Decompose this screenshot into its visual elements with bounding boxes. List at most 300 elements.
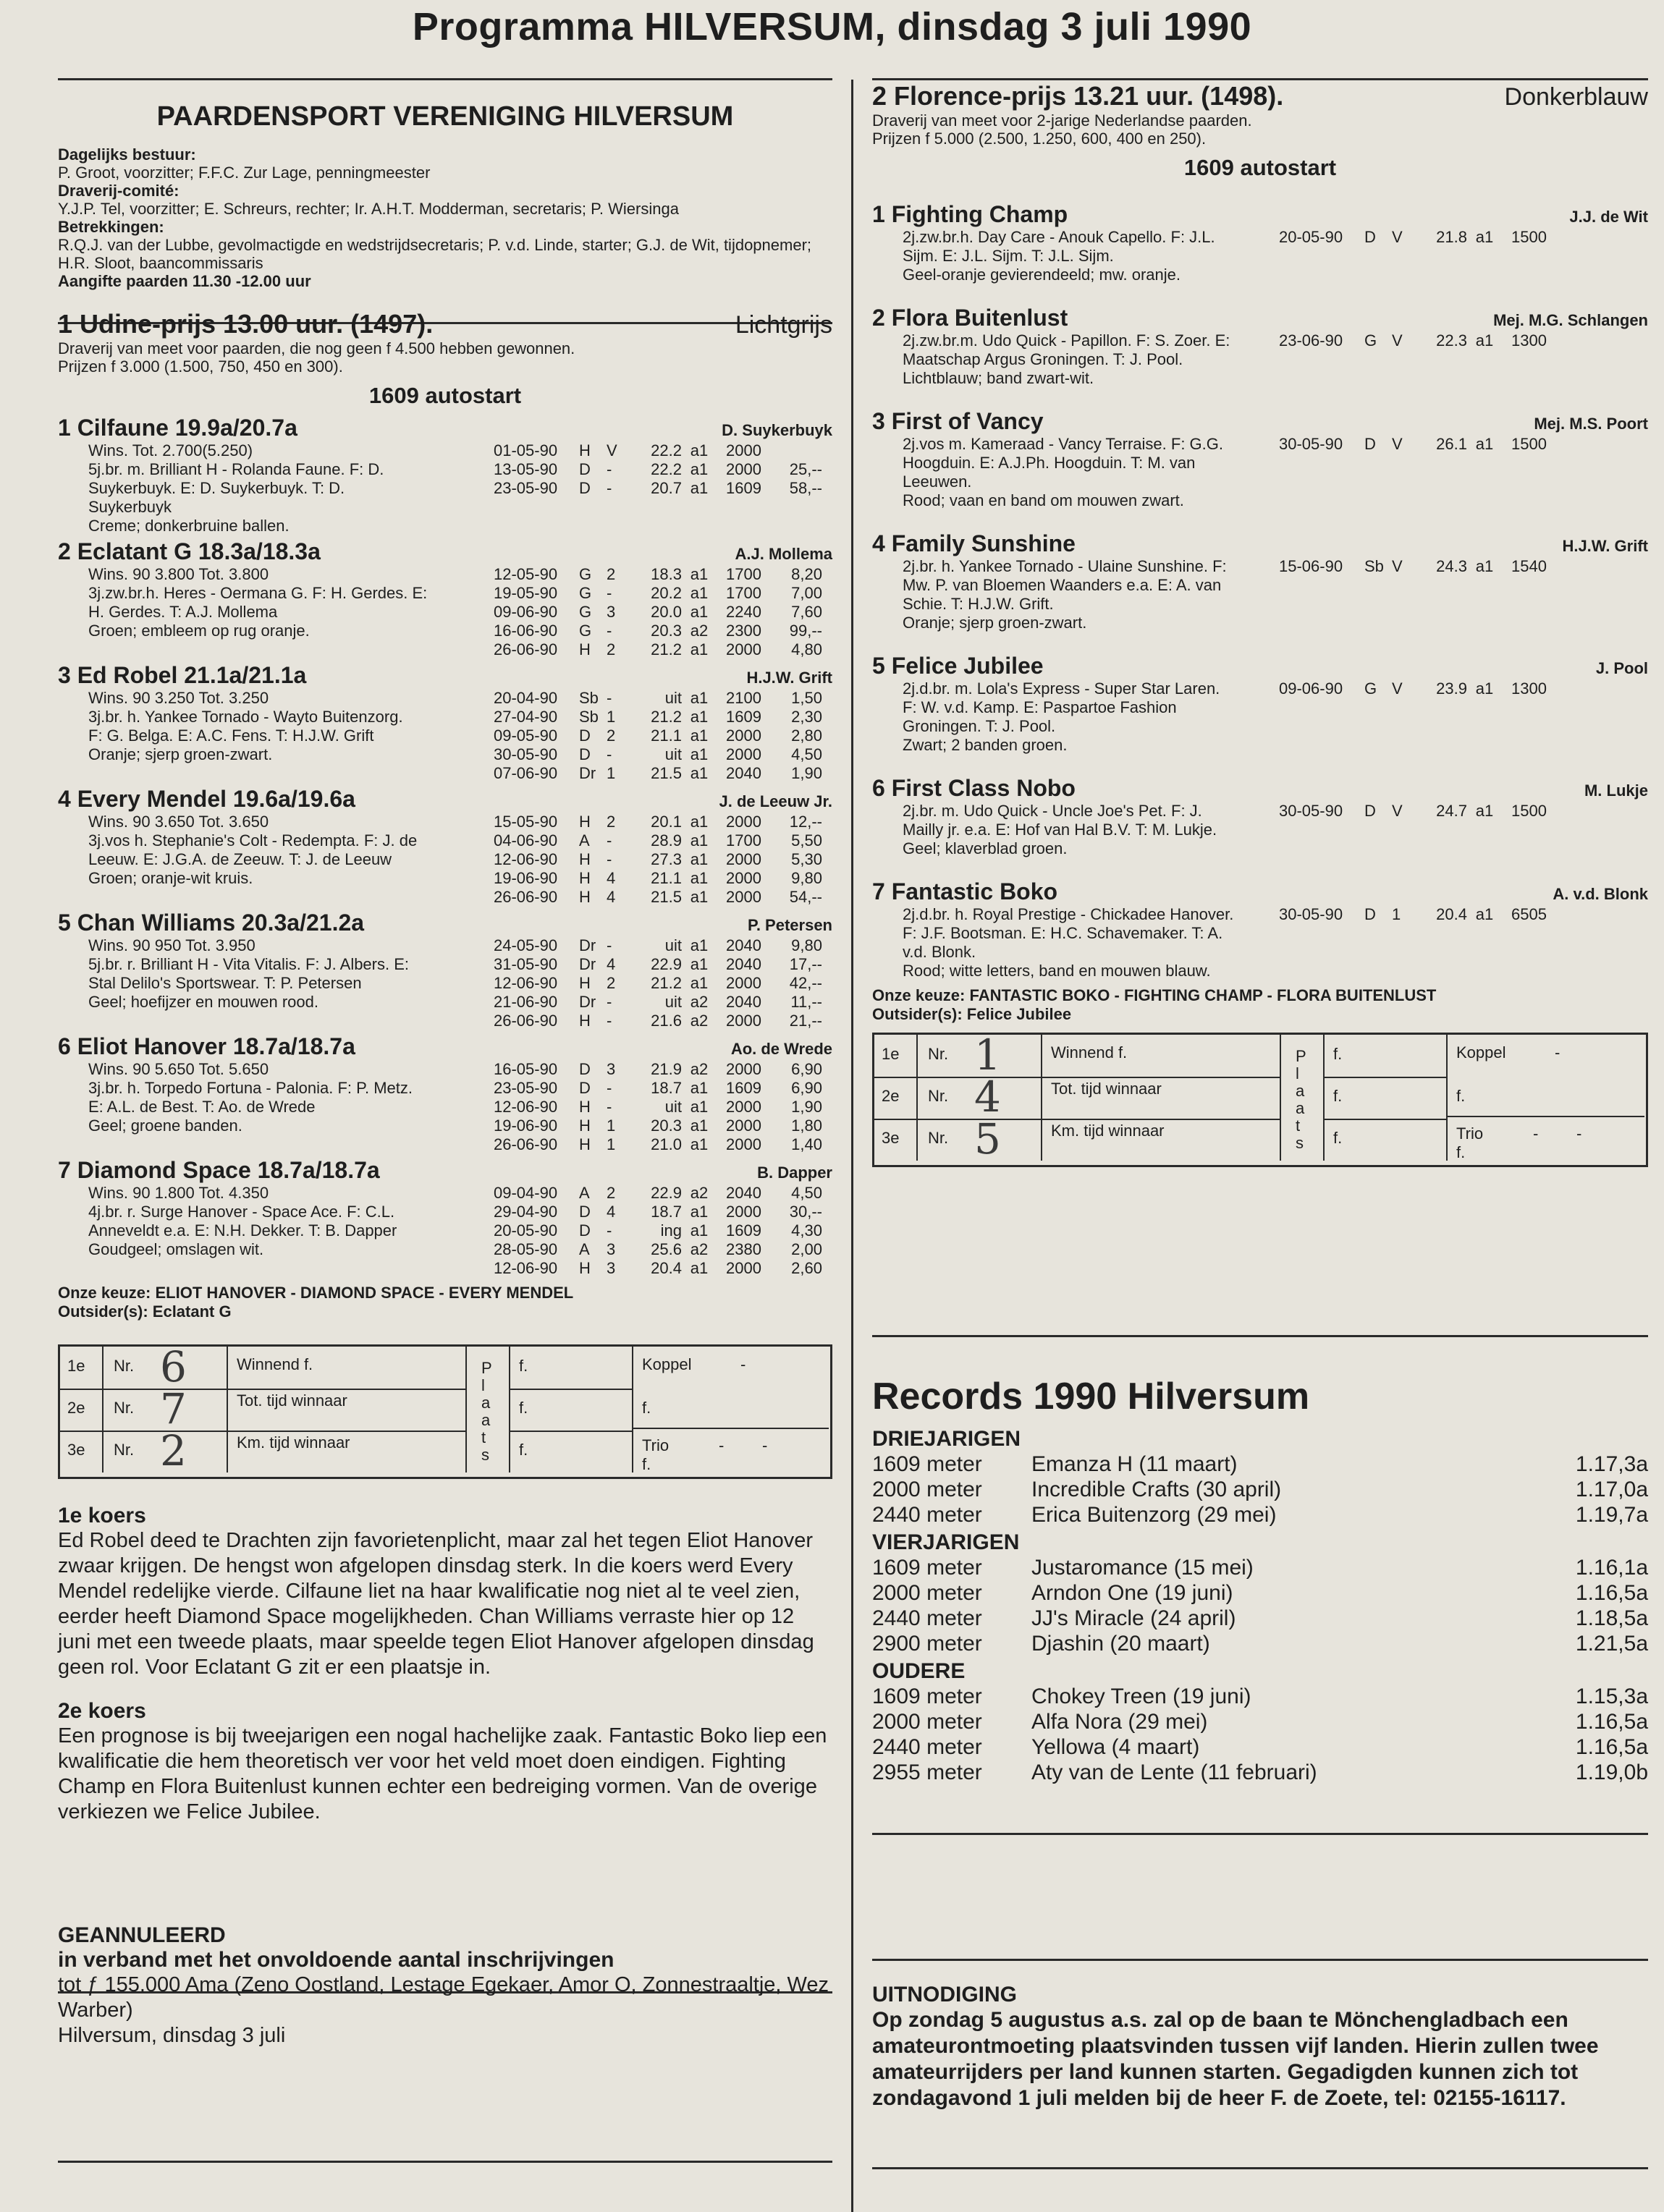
performance-cell: G: [1364, 679, 1377, 698]
performance-cell: 24.7: [1436, 802, 1467, 820]
performance-cell: 20.2: [651, 584, 682, 602]
horse-info: [58, 1060, 494, 1154]
performance-cell: 1: [1392, 905, 1401, 923]
performance-cell: 99,--: [789, 622, 822, 640]
performance-row: [494, 888, 832, 907]
records-group-title: VIERJARIGEN: [872, 1530, 1020, 1554]
result-field-label: Tot. tijd winnaar: [237, 1391, 347, 1410]
performance-cell: -: [607, 1079, 612, 1097]
performance-cell: 09-06-90: [494, 603, 558, 621]
horse-performances: [494, 441, 832, 535]
horse-name: 1 Fighting Champ: [872, 201, 1068, 227]
race1-header: [58, 309, 832, 339]
org-info: [58, 145, 832, 290]
performance-cell: -: [607, 831, 612, 849]
performance-cell: 1500: [1511, 228, 1547, 246]
nr-label: Nr.: [928, 1087, 949, 1105]
grid-hline: [1448, 1116, 1644, 1117]
performance-row: [494, 584, 832, 603]
performance-cell: 12-06-90: [494, 850, 558, 868]
horse-info-line: 3j.vos h. Stephanie's Colt - Redempta. F: J. de: [88, 831, 418, 849]
performance-cell: 1: [607, 1116, 616, 1135]
performance-row: [494, 993, 832, 1012]
performance-cell: 18.7: [651, 1203, 682, 1221]
performance-cell: 1500: [1511, 435, 1547, 453]
performance-cell: -: [607, 936, 612, 954]
performance-cell: a1: [690, 955, 709, 973]
record-time: 1.16,5a: [1575, 1581, 1648, 1605]
koers2-text: Een prognose is bij tweejarigen een nogal hachelijke zaak. Fantastic Boko liep een kwalificatie die hem theoretisch ver voor het veld moet doen eindigen. Fighting Champ en Flora Buitenlust kunnen echter een bedreiging vormen. Van de overige verkiezen we Felice Jubilee.: [58, 1724, 827, 1823]
performance-row: [494, 745, 832, 764]
right-rule-4: [872, 2167, 1648, 2169]
performance-cell: V: [1392, 679, 1403, 698]
record-holder: Erica Buitenzorg (29 mei): [1031, 1503, 1277, 1527]
record-time: 1.15,3a: [1575, 1685, 1648, 1708]
trio-f-label: f.: [1456, 1143, 1466, 1161]
performance-cell: a1: [690, 888, 709, 906]
performance-cell: 21.2: [651, 640, 682, 658]
record-time: 1.16,5a: [1575, 1735, 1648, 1759]
record-distance: 2000 meter: [872, 1478, 982, 1501]
performance-cell: a1: [1475, 905, 1494, 923]
horse-info-line: Wins. 90 5.650 Tot. 5.650: [88, 1060, 269, 1078]
horse-info-line: E: A.L. de Best. T: Ao. de Wrede: [88, 1098, 316, 1116]
performance-cell: 01-05-90: [494, 441, 558, 459]
plaats-letter: a: [1296, 1082, 1305, 1100]
koppel-label: Koppel: [1456, 1043, 1506, 1061]
koppel-f-label: f.: [642, 1399, 651, 1417]
horse-name: 2 Flora Buitenlust: [872, 305, 1068, 331]
performance-row: [494, 850, 832, 869]
performance-row: [494, 622, 832, 640]
performance-row: [494, 955, 832, 974]
performance-cell: [1547, 557, 1608, 576]
horse-info: [872, 557, 1279, 632]
performance-cell: 2: [607, 974, 616, 992]
performance-cell: D: [1364, 228, 1376, 246]
performance-cell: 2,80: [791, 726, 822, 745]
grid-vline: [1041, 1035, 1042, 1161]
plaats-letter: a: [1296, 1099, 1305, 1117]
performance-cell: 3: [607, 1259, 616, 1277]
performance-cell: 04-06-90: [494, 831, 558, 849]
performance-cell: a1: [690, 1135, 709, 1153]
plaats-letter: s: [1296, 1134, 1304, 1152]
horse-info-line: Geel; groene banden.: [88, 1116, 242, 1135]
performance-cell: 20-05-90: [1279, 228, 1343, 246]
org-line: Draverij-comité:: [58, 182, 180, 200]
horse-trainer: Mej. M.S. Poort: [1534, 415, 1648, 433]
performance-cell: H: [579, 1012, 591, 1030]
horse-performances: [1279, 679, 1648, 755]
horse-performances: [494, 1184, 832, 1278]
performance-cell: a1: [1475, 802, 1494, 820]
horse-trainer: B. Dapper: [757, 1164, 832, 1182]
plaats-letter: a: [481, 1394, 491, 1412]
right-rule-1: [872, 1335, 1648, 1337]
performance-cell: 1,50: [791, 689, 822, 707]
performance-cell: 21.2: [651, 708, 682, 726]
performance-cell: 8,20: [791, 565, 822, 583]
performance-cell: G: [579, 603, 592, 621]
performance-cell: G: [1364, 331, 1377, 349]
nr-label: Nr.: [114, 1441, 135, 1459]
performance-row: [1279, 905, 1648, 924]
performance-cell: 1700: [726, 565, 761, 583]
horse-info-line: Stal Delilo's Sportswear. T: P. Petersen: [88, 974, 362, 992]
performance-cell: 19-06-90: [494, 869, 558, 887]
performance-cell: 4: [607, 888, 616, 906]
record-distance: 2900 meter: [872, 1632, 982, 1656]
nr-label: Nr.: [928, 1045, 949, 1063]
performance-cell: 16-06-90: [494, 622, 558, 640]
performance-cell: a1: [690, 1116, 709, 1135]
horse-info-line: 5j.br. r. Brilliant H - Vita Vitalis. F: J. Albers. E:: [88, 955, 410, 973]
horse-info-line: Leeuw. E: J.G.A. de Zeeuw. T: J. de Leeuw: [88, 850, 392, 868]
performance-cell: 12-06-90: [494, 974, 558, 992]
plaats-letter: P: [1296, 1047, 1306, 1065]
performance-row: [494, 1060, 832, 1079]
horse-header: [872, 305, 1648, 331]
performance-cell: D: [579, 479, 591, 497]
performance-cell: 21.1: [651, 869, 682, 887]
race2-keuze: Onze keuze: FANTASTIC BOKO - FIGHTING CHAMP - FLORA BUITENLUST: [872, 986, 1437, 1004]
horse-info-line: Oranje; sjerp groen-zwart.: [903, 614, 1087, 632]
horse-entry: [872, 775, 1648, 858]
performance-cell: 2: [607, 565, 616, 583]
race2-outsider: Outsider(s): Felice Jubilee: [872, 1005, 1072, 1023]
performance-cell: a1: [1475, 228, 1494, 246]
plaats-vertical-label: [1296, 1048, 1306, 1152]
performance-cell: a1: [690, 813, 709, 831]
performance-cell: G: [579, 622, 592, 640]
performance-cell: 2040: [726, 764, 761, 782]
result-field-label: Tot. tijd winnaar: [1051, 1080, 1162, 1098]
koppel-dash: -: [740, 1355, 746, 1373]
race1-outsider: Outsider(s): Eclatant G: [58, 1302, 232, 1321]
horse-info-line: Geel; hoefijzer en mouwen rood.: [88, 993, 318, 1011]
performance-cell: 2000: [726, 1135, 761, 1153]
grid-hline: [510, 1389, 633, 1390]
performance-row: [494, 1116, 832, 1135]
performance-row: [494, 813, 832, 831]
performance-cell: 2040: [726, 955, 761, 973]
grid-vline: [632, 1347, 633, 1472]
horse-body: [872, 905, 1648, 980]
handwritten-number: 5: [974, 1114, 1001, 1164]
performance-cell: H: [579, 1259, 591, 1277]
performance-cell: 12-06-90: [494, 1259, 558, 1277]
grid-vline: [1280, 1035, 1281, 1161]
horse-header: [872, 530, 1648, 557]
performance-row: [494, 1184, 832, 1203]
performance-cell: -: [607, 850, 612, 868]
performance-cell: 27-04-90: [494, 708, 558, 726]
performance-cell: 2,30: [791, 708, 822, 726]
race1-prizes: Prijzen f 3.000 (1.500, 750, 450 en 300).: [58, 357, 343, 376]
performance-cell: 3: [607, 603, 616, 621]
performance-cell: 1300: [1511, 679, 1547, 698]
performance-cell: 6505: [1511, 905, 1547, 923]
performance-cell: G: [579, 584, 592, 602]
plaats-f-label: f.: [519, 1441, 528, 1459]
geannuleerd-date: Hilversum, dinsdag 3 juli: [58, 2024, 286, 2047]
horse-name: 7 Diamond Space 18.7a/18.7a: [58, 1157, 380, 1183]
horse-info-line: Mailly jr. e.a. E: Hof van Hal B.V. T: M. Lukje.: [903, 821, 1217, 839]
horse-body: [58, 441, 832, 535]
record-holder: Alfa Nora (29 mei): [1031, 1710, 1208, 1734]
plaats-letter: t: [481, 1428, 486, 1446]
performance-row: [494, 689, 832, 708]
grid-hline: [874, 1077, 1280, 1078]
horse-info: [58, 689, 494, 783]
performance-cell: 21.5: [651, 764, 682, 782]
column-divider: [851, 80, 853, 2212]
nr-label: Nr.: [114, 1357, 135, 1375]
horse-info-line: Mw. P. van Bloemen Waanders e.a. E: A. van: [903, 576, 1222, 594]
horse-info-line: Rood; witte letters, band en mouwen blauw.: [903, 962, 1211, 980]
horse-trainer: P. Petersen: [747, 916, 832, 934]
result-field-label: Winnend f.: [237, 1355, 313, 1373]
performance-row: [494, 460, 832, 479]
performance-cell: 1700: [726, 584, 761, 602]
left-bottom-rule: [58, 2161, 832, 2163]
performance-cell: Dr: [579, 993, 596, 1011]
performance-cell: -: [607, 993, 612, 1011]
performance-cell: 1,80: [791, 1116, 822, 1135]
horse-info-line: 2j.br. h. Yankee Tornado - Ulaine Sunshine. F:: [903, 557, 1227, 575]
performance-cell: Sb: [579, 708, 599, 726]
horse-trainer: Mej. M.G. Schlangen: [1493, 311, 1648, 329]
horse-info-line: v.d. Blonk.: [903, 943, 976, 961]
performance-cell: -: [607, 689, 612, 707]
org-title: PAARDENSPORT VERENIGING HILVERSUM: [156, 101, 734, 132]
horse-header: [872, 201, 1648, 228]
horse-info-line: Goudgeel; omslagen wit.: [88, 1240, 264, 1258]
performance-cell: 1: [607, 764, 616, 782]
performance-cell: 5,50: [791, 831, 822, 849]
grid-hline: [60, 1389, 465, 1390]
horse-performances: [1279, 228, 1648, 284]
performance-cell: 27.3: [651, 850, 682, 868]
horse-name: 5 Felice Jubilee: [872, 653, 1044, 679]
place-label: 2e: [67, 1399, 85, 1417]
record-time: 1.16,5a: [1575, 1710, 1648, 1734]
plaats-f-label: f.: [519, 1357, 528, 1375]
record-row: [872, 1477, 1648, 1502]
performance-cell: -: [607, 745, 612, 763]
horse-entry: [872, 653, 1648, 755]
plaats-letter: t: [1296, 1116, 1301, 1135]
handwritten-number: 2: [160, 1426, 187, 1475]
performance-cell: 12-05-90: [494, 565, 558, 583]
performance-cell: 2: [607, 813, 616, 831]
record-holder: Aty van de Lente (11 februari): [1031, 1760, 1317, 1784]
horse-name: 2 Eclatant G 18.3a/18.3a: [58, 538, 321, 564]
horse-header: [58, 786, 832, 813]
performance-cell: 1540: [1511, 557, 1547, 575]
performance-cell: uit: [664, 689, 682, 707]
performance-cell: 2000: [726, 441, 761, 459]
record-row: [872, 1684, 1648, 1709]
performance-cell: G: [579, 565, 592, 583]
performance-cell: 15-06-90: [1279, 557, 1343, 575]
performance-cell: 09-04-90: [494, 1184, 558, 1202]
horse-body: [872, 435, 1648, 510]
horse-trainer: M. Lukje: [1584, 781, 1648, 800]
race1-start: 1609 autostart: [368, 383, 522, 408]
performance-cell: 20.4: [1436, 905, 1467, 923]
performance-row: [494, 1098, 832, 1116]
performance-cell: V: [1392, 228, 1403, 246]
performance-cell: 21-06-90: [494, 993, 558, 1011]
performance-cell: 2000: [726, 1116, 761, 1135]
horse-info-line: Groningen. T: J. Pool.: [903, 717, 1056, 735]
horse-info-line: Sijm. E: J.L. Sijm. T: J.L. Sijm.: [903, 247, 1114, 265]
record-row: [872, 1502, 1648, 1527]
place-label: 1e: [67, 1357, 85, 1375]
performance-cell: A: [579, 1240, 590, 1258]
horse-trainer: J.J. de Wit: [1569, 208, 1648, 226]
record-holder: Yellowa (4 maart): [1031, 1735, 1200, 1759]
plaats-f-label: f.: [1333, 1087, 1343, 1105]
performance-cell: 25,--: [789, 460, 822, 478]
performance-cell: 22.9: [651, 1184, 682, 1202]
performance-cell: 4: [607, 869, 616, 887]
horse-header: [58, 1033, 832, 1060]
performance-cell: H: [579, 640, 591, 658]
koers1-title: 1e koers: [58, 1504, 146, 1527]
performance-row: [494, 603, 832, 622]
performance-cell: 20.3: [651, 1116, 682, 1135]
performance-cell: a1: [690, 974, 709, 992]
performance-row: [494, 1012, 832, 1030]
performance-cell: 1,40: [791, 1135, 822, 1153]
performance-cell: 24-05-90: [494, 936, 558, 954]
performance-cell: 4: [607, 1203, 616, 1221]
performance-cell: H: [579, 869, 591, 887]
performance-cell: H: [579, 441, 591, 459]
performance-cell: 2000: [726, 813, 761, 831]
performance-cell: 20.4: [651, 1259, 682, 1277]
horse-info-line: Suykerbuyk. E: D. Suykerbuyk. T: D.: [88, 479, 345, 497]
trio-dash: -: [762, 1436, 768, 1454]
record-holder: Emanza H (11 maart): [1031, 1452, 1238, 1476]
horse-performances: [494, 565, 832, 659]
record-distance: 2000 meter: [872, 1581, 982, 1605]
performance-cell: D: [1364, 435, 1376, 453]
performance-cell: 21.9: [651, 1060, 682, 1078]
performance-cell: 30-05-90: [494, 745, 558, 763]
horse-name: 4 Family Sunshine: [872, 530, 1076, 556]
horse-name: 6 First Class Nobo: [872, 775, 1076, 801]
performance-cell: uit: [664, 993, 682, 1011]
performance-cell: A: [579, 1184, 590, 1202]
performance-cell: 18.3: [651, 565, 682, 583]
record-distance: 2955 meter: [872, 1760, 982, 1784]
performance-cell: [1547, 331, 1608, 350]
performance-cell: 24.3: [1436, 557, 1467, 575]
horse-body: [58, 689, 832, 783]
horse-header: [872, 408, 1648, 435]
performance-cell: 4: [607, 955, 616, 973]
performance-cell: 19-06-90: [494, 1116, 558, 1135]
performance-cell: 2000: [726, 1259, 761, 1277]
horse-trainer: H.J.W. Grift: [746, 669, 832, 687]
race1-horse-list: [58, 415, 832, 1278]
race2-color: Donkerblauw: [1504, 83, 1648, 111]
horse-trainer: A.J. Mollema: [735, 545, 832, 563]
record-holder: Chokey Treen (19 juni): [1031, 1685, 1251, 1708]
performance-cell: V: [1392, 802, 1403, 820]
performance-cell: D: [579, 1060, 591, 1078]
performance-cell: a2: [690, 993, 709, 1011]
horse-info-line: Creme; donkerbruine ballen.: [88, 517, 290, 535]
performance-cell: -: [607, 584, 612, 602]
horse-info-line: Groen; embleem op rug oranje.: [88, 622, 310, 640]
performance-cell: 20.0: [651, 603, 682, 621]
record-holder: JJ's Miracle (24 april): [1031, 1606, 1236, 1630]
performance-cell: 15-05-90: [494, 813, 558, 831]
performance-cell: 21.8: [1436, 228, 1467, 246]
performance-cell: a1: [690, 460, 709, 478]
plaats-letter: l: [1296, 1064, 1299, 1082]
plaats-letter: l: [481, 1376, 485, 1394]
performance-cell: 1700: [726, 831, 761, 849]
horse-name: 7 Fantastic Boko: [872, 878, 1058, 904]
performance-cell: Dr: [579, 936, 596, 954]
performance-cell: H: [579, 1116, 591, 1135]
race1-color: Lichtgrijs: [735, 311, 832, 339]
record-row: [872, 1555, 1648, 1580]
performance-cell: 25.6: [651, 1240, 682, 1258]
race2-result-grid: [872, 1030, 1648, 1167]
records-title: Records 1990 Hilversum: [872, 1376, 1310, 1418]
performance-cell: 31-05-90: [494, 955, 558, 973]
performance-cell: 2000: [726, 888, 761, 906]
performance-cell: 23-06-90: [1279, 331, 1343, 349]
grid-hline: [1325, 1119, 1448, 1120]
records-group-title: DRIEJARIGEN: [872, 1427, 1021, 1451]
horse-info-line: Geel-oranje gevierendeeld; mw. oranje.: [903, 266, 1181, 284]
plaats-letter: P: [481, 1359, 492, 1377]
horse-info-line: Lichtblauw; band zwart-wit.: [903, 369, 1094, 387]
performance-cell: A: [579, 831, 590, 849]
performance-cell: D: [579, 745, 591, 763]
geannuleerd-title: GEANNULEERD: [58, 1923, 226, 1947]
performance-cell: a1: [690, 565, 709, 583]
performance-row: [494, 1135, 832, 1154]
horse-trainer: A. v.d. Blonk: [1553, 885, 1648, 903]
horse-trainer: H.J.W. Grift: [1562, 537, 1648, 555]
record-row: [872, 1580, 1648, 1606]
performance-cell: H: [579, 813, 591, 831]
plaats-vertical-label: [481, 1360, 492, 1464]
result-field-label: Winnend f.: [1051, 1043, 1128, 1061]
horse-header: [872, 653, 1648, 679]
trio-label: Trio: [1456, 1124, 1484, 1143]
grid-hline: [510, 1431, 633, 1432]
horse-info-line: Suykerbuyk: [88, 498, 172, 516]
performance-cell: 3: [607, 1240, 616, 1258]
record-time: 1.19,0b: [1575, 1760, 1648, 1784]
performance-cell: 20.7: [651, 479, 682, 497]
performance-cell: 20.3: [651, 622, 682, 640]
horse-name: 1 Cilfaune 19.9a/20.7a: [58, 415, 297, 441]
performance-row: [494, 936, 832, 955]
performance-cell: 20.1: [651, 813, 682, 831]
performance-cell: a1: [1475, 435, 1494, 453]
